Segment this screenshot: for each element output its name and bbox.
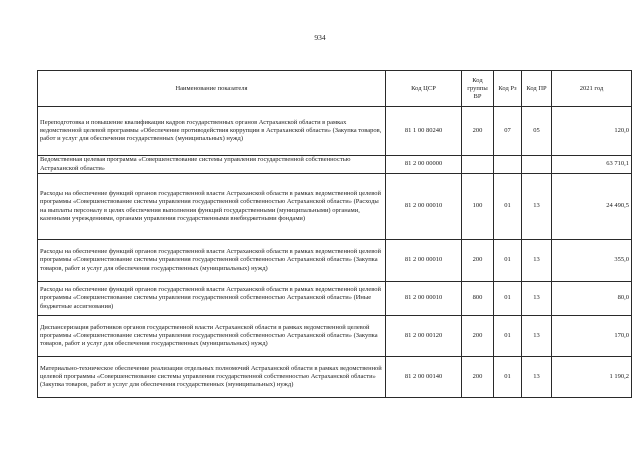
cell-name: Расходы на обеспечение функций органов государственной власти Астраханской области в рамках ведомственной целевой программы «Совершенствование системы управления государственной собственностью Астраханской области» (Иные бюджетные ассигнования): [38, 282, 386, 316]
cell-sum: 120,0: [552, 107, 632, 156]
table-row: [38, 240, 632, 282]
cell-csr: 81 2 00 00000: [386, 156, 462, 174]
cell-name: Диспансеризация работников органов государственной власти Астраханской области в рамках ведомственной целевой программы «Совершенствование системы управления государственной собственностью Астраханской области» (Закупка товаров, работ и услуг для обеспечения государственных (муниципальных) нужд): [38, 316, 386, 357]
cell-vr: 200: [462, 357, 494, 398]
header-rz: Код Рз: [494, 71, 522, 107]
cell-pr: [522, 156, 552, 174]
table-row: [38, 107, 632, 156]
cell-pr: 13: [522, 316, 552, 357]
table-row: [38, 357, 632, 398]
cell-vr: 200: [462, 316, 494, 357]
cell-rz: 07: [494, 107, 522, 156]
cell-csr: 81 2 00 00010: [386, 240, 462, 282]
cell-rz: [494, 156, 522, 174]
cell-pr: 13: [522, 174, 552, 240]
cell-name: Ведомственная целевая программа «Совершенствование системы управления государственной собственностью Астраханской области»: [38, 156, 386, 174]
cell-sum: 24 490,5: [552, 174, 632, 240]
cell-csr: 81 2 00 00140: [386, 357, 462, 398]
cell-pr: 05: [522, 107, 552, 156]
table-row: [38, 282, 632, 316]
cell-sum: 170,0: [552, 316, 632, 357]
header-vr: Код группы ВР: [462, 71, 494, 107]
cell-name: Материально-техническое обеспечение реализации отдельных полномочий Астраханской области в рамках ведомственной целевой программы «Совершенствование системы управления государственной собственностью Астраханской области» (Закупка товаров, работ и услуг для обеспечения государственных (муниципальных) нужд): [38, 357, 386, 398]
cell-vr: 100: [462, 174, 494, 240]
page-number: 934: [314, 33, 326, 42]
cell-rz: 01: [494, 357, 522, 398]
cell-name: Расходы на обеспечение функций органов государственной власти Астраханской области в рамках ведомственной целевой программы «Совершенствование системы управления государственной собственностью Астраханской области» (Расходы на выплаты персоналу в целях обеспечения выполнения функций государственными (муниципальными) органами, казенными учреждениями, органами управления государственными внебюджетными фондами): [38, 174, 386, 240]
cell-sum: 80,0: [552, 282, 632, 316]
cell-pr: 13: [522, 357, 552, 398]
cell-pr: 13: [522, 240, 552, 282]
cell-rz: 01: [494, 174, 522, 240]
cell-sum: 1 190,2: [552, 357, 632, 398]
header-csr: Код ЦСР: [386, 71, 462, 107]
header-name: Наименование показателя: [38, 71, 386, 107]
cell-csr: 81 2 00 00120: [386, 316, 462, 357]
cell-rz: 01: [494, 282, 522, 316]
cell-vr: [462, 156, 494, 174]
cell-name: Расходы на обеспечение функций органов государственной власти Астраханской области в рамках ведомственной целевой программы «Совершенствование системы управления государственной собственностью Астраханской области» (Закупка товаров, работ и услуг для обеспечения государственных (муниципальных) нужд): [38, 240, 386, 282]
cell-vr: 200: [462, 107, 494, 156]
cell-sum: 63 710,1: [552, 156, 632, 174]
cell-sum: 355,0: [552, 240, 632, 282]
table-row: [38, 174, 632, 240]
cell-csr: 81 2 00 00010: [386, 282, 462, 316]
cell-vr: 800: [462, 282, 494, 316]
table-row: [38, 316, 632, 357]
table-row: [38, 156, 632, 174]
cell-csr: 81 1 00 80240: [386, 107, 462, 156]
cell-pr: 13: [522, 282, 552, 316]
table-header-row: [38, 71, 632, 107]
budget-table: [37, 70, 632, 398]
cell-csr: 81 2 00 00010: [386, 174, 462, 240]
cell-rz: 01: [494, 316, 522, 357]
cell-name: Переподготовка и повышение квалификации кадров государственных органов Астраханской области в рамках ведомственной целевой программы «Обеспечение противодействия коррупции в Астраханской области» (Закупка товаров, работ и услуг для обеспечения государственных (муниципальных) нужд): [38, 107, 386, 156]
header-pr: Код ПР: [522, 71, 552, 107]
header-sum: 2021 год: [552, 71, 632, 107]
cell-vr: 200: [462, 240, 494, 282]
cell-rz: 01: [494, 240, 522, 282]
